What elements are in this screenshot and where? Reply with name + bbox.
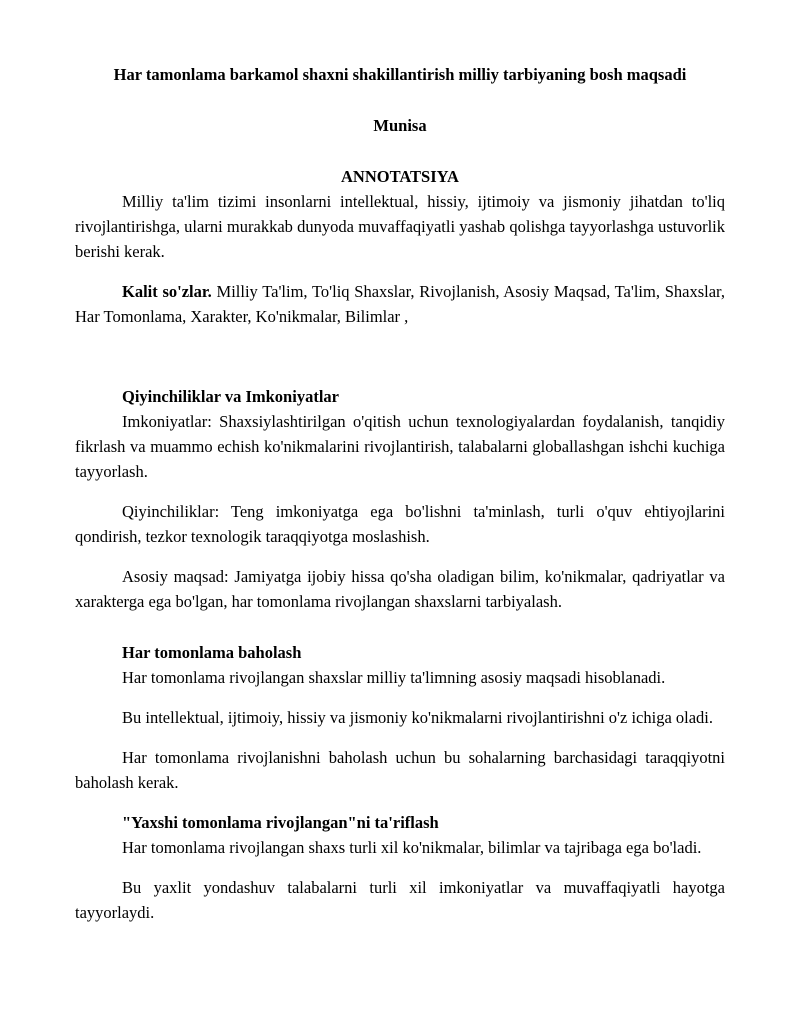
section1-paragraph: Imkoniyatlar: Shaxsiylashtirilgan o'qitish uchun texnologiyalardan foydalanish, tanqidiy fikrlash va muammo echish ko'nikmalarini rivojlantirish, talabalarni globallashgan ishchi kuchiga tayyorlash.	[75, 412, 725, 481]
section-heading-challenges: Qiyinchiliklar va Imkoniyatlar	[122, 387, 339, 406]
section2-paragraph: Har tomonlama rivojlanishni baholash uchun bu sohalarning barchasidagi taraqqiyotni baholash kerak.	[75, 748, 725, 792]
annotation-heading: ANNOTATSIYA	[341, 167, 459, 186]
document-page	[75, 62, 725, 925]
author-name: Munisa	[373, 116, 427, 135]
keywords-paragraph	[75, 279, 725, 329]
section2-paragraph: Bu intellektual, ijtimoiy, hissiy va jismoniy ko'nikmalarni rivojlantirishni o'z ichiga oladi.	[122, 708, 714, 727]
section1-paragraph: Qiyinchiliklar: Teng imkoniyatga ega bo'lishni ta'minlash, turli o'quv ehtiyojlarini qondirish, tezkor texnologik taraqqiyotga moslashish.	[75, 502, 725, 546]
section3-paragraph: Bu yaxlit yondashuv talabalarni turli xil imkoniyatlar va muvaffaqiyatli hayotga tayyorlaydi.	[75, 878, 725, 922]
section3-paragraph: Har tomonlama rivojlangan shaxs turli xil ko'nikmalar, bilimlar va tajribaga ega bo'ladi.	[122, 838, 702, 857]
keywords-text: Milliy Ta'lim, To'liq Shaxslar, Rivojlanish, Asosiy Maqsad, Ta'lim, Shaxslar, Har Tomonlama, Xarakter, Ko'nikmalar, Bilimlar ,	[75, 282, 725, 326]
section-heading-evaluation: Har tomonlama baholash	[122, 643, 302, 662]
document-title: Har tamonlama barkamol shaxni shakillantirish milliy tarbiyaning bosh maqsadi	[113, 65, 687, 84]
keywords-label: Kalit so'zlar.	[122, 282, 212, 301]
section1-paragraph: Asosiy maqsad: Jamiyatga ijobiy hissa qo'sha oladigan bilim, ko'nikmalar, qadriyatlar va xarakterga ega bo'lgan, har tomonlama rivojlangan shaxslarni tarbiyalash.	[75, 567, 725, 611]
section-heading-definition: "Yaxshi tomonlama rivojlangan"ni ta'riflash	[122, 813, 439, 832]
annotation-text: Milliy ta'lim tizimi insonlarni intellektual, hissiy, ijtimoiy va jismoniy jihatdan to'liq rivojlantirishga, ularni murakkab dunyoda muvaffaqiyatli yashab qolishga tayyorlashga ustuvorlik berishi kerak.	[75, 192, 725, 261]
section2-paragraph: Har tomonlama rivojlangan shaxslar milliy ta'limning asosiy maqsadi hisoblanadi.	[122, 668, 666, 687]
